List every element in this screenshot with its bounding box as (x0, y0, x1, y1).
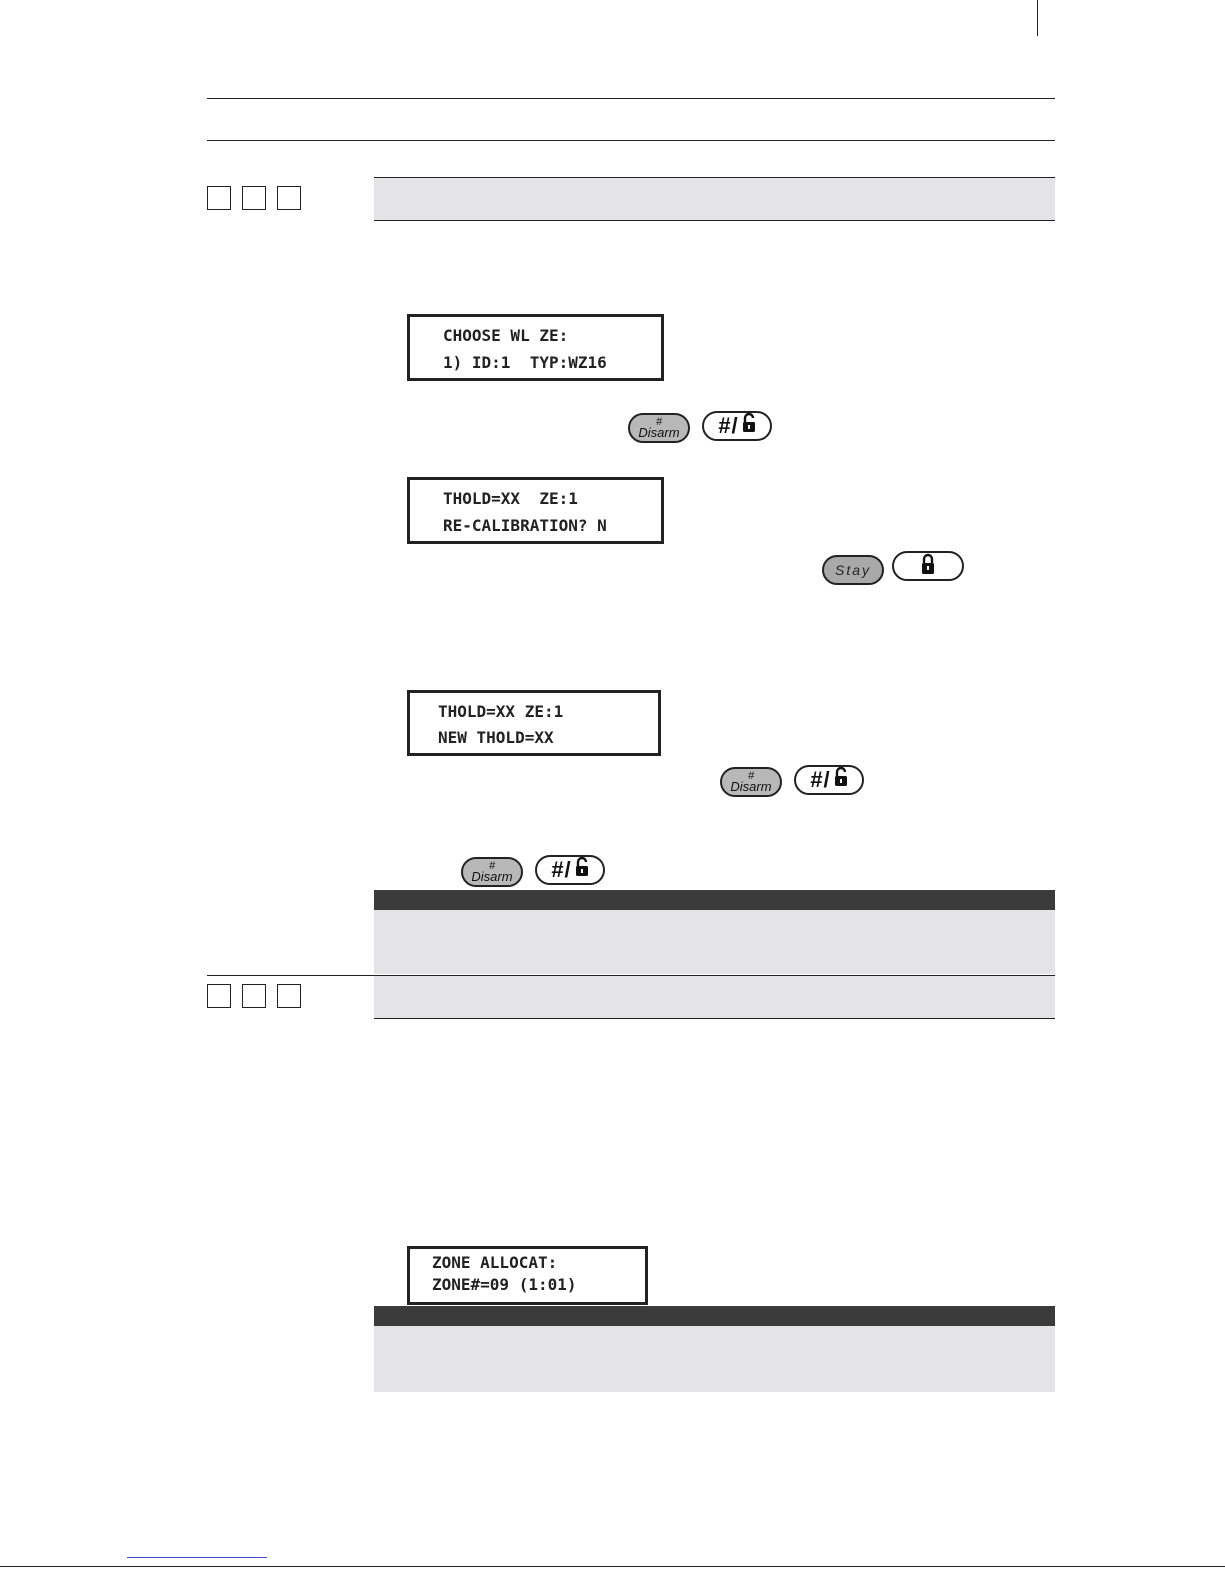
note-header-bar (374, 1306, 1055, 1326)
disarm-key-hash: # (655, 416, 663, 428)
note-box (374, 890, 1055, 974)
lcd-screen (407, 1246, 648, 1305)
lcd-line-1: CHOOSE WL ZE: (443, 326, 569, 345)
header-rule-bottom (207, 140, 1055, 141)
lock-open-icon (834, 767, 848, 793)
footer-link-underline[interactable] (127, 1557, 267, 1558)
note-box (374, 1306, 1055, 1392)
hash-key-label: #/ (718, 413, 739, 438)
disarm-key-label: Disarm (730, 779, 772, 794)
menu-number-box-3 (277, 186, 301, 210)
page-edge-line (1037, 0, 1038, 36)
lcd-screen (407, 477, 664, 544)
menu-number-box-2 (242, 984, 266, 1008)
lcd-line-1: ZONE ALLOCAT: (432, 1253, 558, 1272)
hash-key-label: #/ (551, 857, 572, 882)
lock-open-icon (742, 413, 756, 439)
hash-unlock-key[interactable] (794, 765, 864, 795)
note-header-bar (374, 890, 1055, 910)
lock-key[interactable] (892, 551, 964, 581)
disarm-key[interactable] (628, 413, 690, 443)
lcd-screen (407, 690, 661, 756)
lock-open-icon (575, 857, 589, 883)
disarm-key-hash: # (488, 860, 496, 872)
lcd-line-2: ZONE#=09 (1:01) (432, 1275, 577, 1294)
lcd-line-2: 1) ID:1 TYP:WZ16 (443, 353, 607, 372)
hash-unlock-key[interactable] (702, 411, 772, 441)
hash-unlock-key[interactable] (535, 855, 605, 885)
lcd-line-2: NEW THOLD=XX (438, 728, 554, 747)
lcd-line-1: THOLD=XX ZE:1 (443, 489, 578, 508)
footer-rule (0, 1566, 1225, 1567)
menu-number-box-1 (207, 186, 231, 210)
disarm-key[interactable] (461, 857, 523, 887)
disarm-key-label: Disarm (471, 869, 513, 884)
section-title-band (374, 177, 1055, 221)
menu-number-box-1 (207, 984, 231, 1008)
menu-number-box-2 (242, 186, 266, 210)
disarm-key-hash: # (747, 770, 755, 782)
disarm-key-label: Disarm (638, 425, 680, 440)
hash-key-label: #/ (810, 767, 831, 792)
lcd-line-1: THOLD=XX ZE:1 (438, 702, 564, 721)
section-title-band (374, 976, 1055, 1019)
lcd-screen (407, 314, 664, 381)
lock-closed-icon (920, 553, 936, 580)
header-rule-top (207, 98, 1055, 99)
menu-number-box-3 (277, 984, 301, 1008)
disarm-key[interactable] (720, 767, 782, 797)
stay-key[interactable]: Stay (822, 555, 884, 585)
lcd-line-2: RE-CALIBRATION? N (443, 516, 607, 535)
